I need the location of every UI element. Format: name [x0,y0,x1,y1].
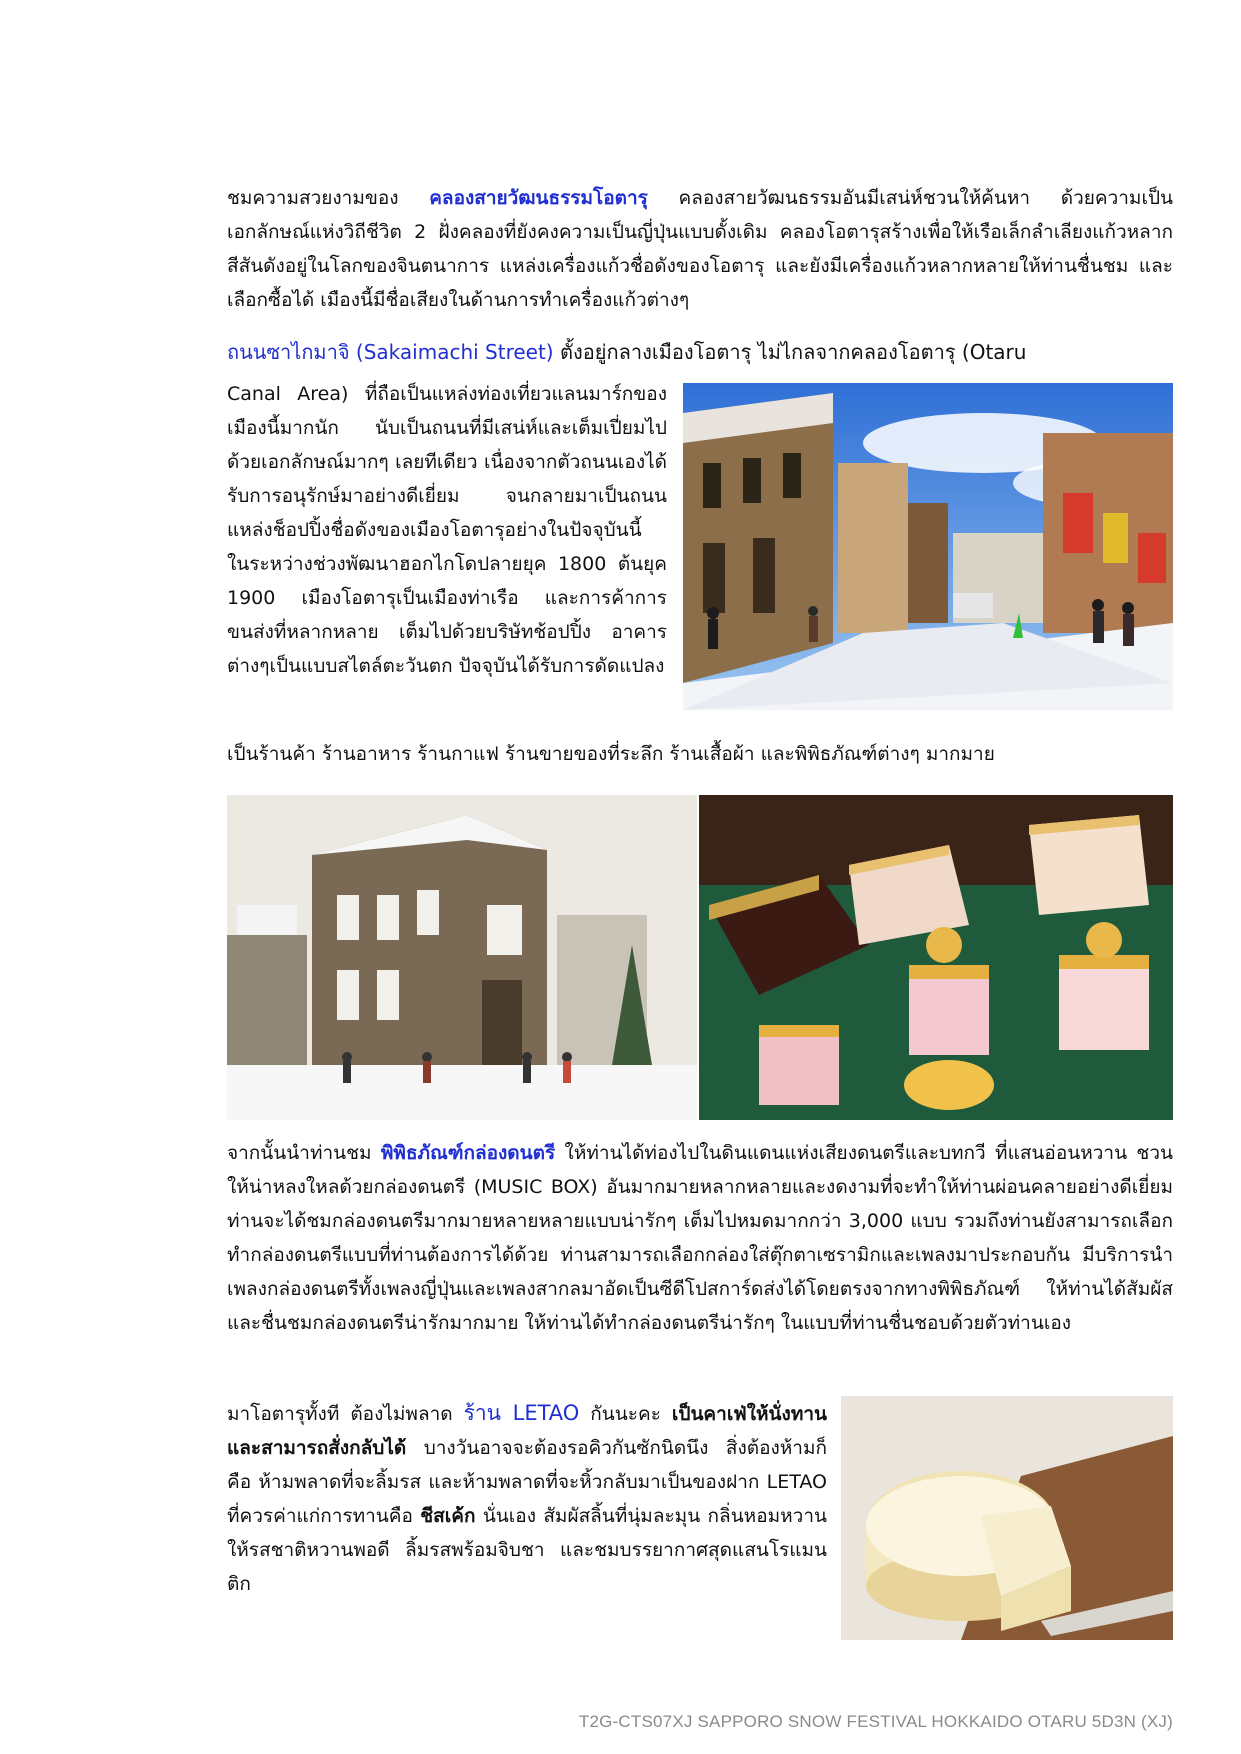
letao-mid1: กันนะคะ [579,1403,672,1425]
music-box-lead: จากนั้นนำท่านชม [227,1142,381,1164]
letao-mid2: บางวันอาจจะต้องรอคิวกันซักนิดนึง สิ่งต้องห้ามก็คือ ห้ามพลาดที่จะลิ้มรส และห้ามพลาดที่จะหิ้วกลับมาเป็นของฝาก LETAO ที่ควรค่าแก่การทานคือ [227,1437,827,1527]
canal-highlight: คลองสายวัฒนธรรมโอตารุ [429,187,648,209]
music-box-highlight: พิพิธภัณฑ์กล่องดนตรี [380,1142,556,1164]
sakaimachi-highlight: ถนนซาไกมาจิ (Sakaimachi Street) [227,340,554,364]
footer-tour-code: T2G-CTS07XJ SAPPORO SNOW FESTIVAL HOKKAIDO OTARU 5D3N (XJ) [578,1712,1173,1731]
sakaimachi-column-text: Canal Area) ที่ถือเป็นแหล่งท่องเที่ยวแลนมาร์กของเมืองนี้มากนัก นับเป็นถนนที่มีเสน่ห์และเต็มเปี่ยมไปด้วยเอกลักษณ์มากๆ เลยทีเดียว เนื่องจากตัวถนนเองได้รับการอนุรักษ์มาอย่างดีเยี่ยม จนกลายมาเป็นถนนแหล่งช็อปปิ้งชื่อดังของเมืองโอตารุอย่างในปัจจุบันนี้ ในระหว่างช่วงพัฒนาฮอกไกโดปลายยุค 1800 ต้นยุค 1900 เมืองโอตารุเป็นเมืองท่าเรือ และการค้าการขนส่งที่หลากหลาย เต็มไปด้วยบริษัทช้อปปิ้ง อาคารต่างๆเป็นแบบสไตล์ตะวันตก ปัจจุบันได้รับการดัดแปลง [227,383,667,677]
letao-bold2: ชีสเค้ก [420,1505,476,1527]
letao-paragraph [227,1396,827,1601]
letao-bold1: เป็นคาเฟ่ให้นั่งทานและสามารถสั่งกลับได้ [227,1403,828,1459]
canal-body: คลองสายวัฒนธรรมอันมีเสน่ห์ชวนให้ค้นหา ด้วยความเป็นเอกลักษณ์แห่งวิถีชีวิต 2 ฝั่งคลองที่ยังคงความเป็นญี่ปุ่นแบบดั้งเดิม คลองโอตารุสร้างเพื่อให้เรือเล็กลำเลียงแก้วหลากสีสันดังอยู่ในโลกของจินตนาการ แหล่งเครื่องแก้วชื่อดังของโอตารุ และยังมีเครื่องแก้วหลากหลายให้ท่านชื่นชม และเลือกซื้อได้ เมืองนี้มีชื่อเสียงในด้านการทำเครื่องแก้วต่างๆ [227,187,1174,311]
sakaimachi-street-photo [683,383,1173,710]
letao-tail: นั่นเอง สัมผัสลิ้นที่นุ่มละมุน กลิ่นหอมหวาน ให้รสชาติหวานพอดี ลิ้มรสพร้อมจิบชา และชมบรรยากาศสุดแสนโรแมนติก [227,1505,827,1595]
letao-lead: มาโอตารุทั้งที ต้องไม่พลาด [227,1403,464,1425]
music-box-paragraph [227,1136,1173,1340]
music-box-museum-photo [227,795,697,1120]
music-boxes-photo [699,795,1173,1120]
canal-lead: ชมความสวยงามของ [227,187,430,209]
sakaimachi-first-line [227,335,1173,369]
letao-highlight: ร้าน LETAO [463,1401,580,1425]
canal-paragraph [227,181,1173,317]
sakaimachi-line1: ตั้งอยู่กลางเมืองโอตารุ ไม่ไกลจากคลองโอตารุ (Otaru [553,340,1027,364]
music-box-body: ให้ท่านได้ท่องไปในดินแดนแห่งเสียงดนตรีและบทกวี ที่แสนอ่อนหวาน ชวนให้น่าหลงใหลด้วยกล่องดนตรี (MUSIC BOX) อันมากมายหลากหลายและงดงามที่จะทำให้ท่านผ่อนคลายอย่างดีเยี่ยม ท่านจะได้ชมกล่องดนตรีมากมายหลายหลายแบบน่ารักๆ เต็มไปหมดมากกว่า 3,000 แบบ รวมถึงท่านยังสามารถเลือกทำกล่องดนตรีแบบที่ท่านต้องการได้ด้วย ท่านสามารถเลือกกล่องใส่ตุ๊กตาเซรามิกและเพลงมาประกอบกัน มีบริการนำเพลงกล่องดนตรีทั้งเพลงญี่ปุ่นและเพลงสากลมาอัดเป็นซีดีโปสการ์ดส่งได้โดยตรงจากทางพิพิธภัณฑ์ ให้ท่านได้สัมผัสและชื่นชมกล่องดนตรีน่ารักมากมาย ให้ท่านได้ทำกล่องดนตรีน่ารักๆ ในแบบที่ท่านชื่นชอบด้วยตัวท่านเอง [227,1142,1173,1334]
letao-cheesecake-photo [841,1396,1173,1640]
sakaimachi-last-line: เป็นร้านค้า ร้านอาหาร ร้านกาแฟ ร้านขายของที่ระลึก ร้านเสื้อผ้า และพิพิธภัณฑ์ต่างๆ มากมาย [227,743,995,765]
